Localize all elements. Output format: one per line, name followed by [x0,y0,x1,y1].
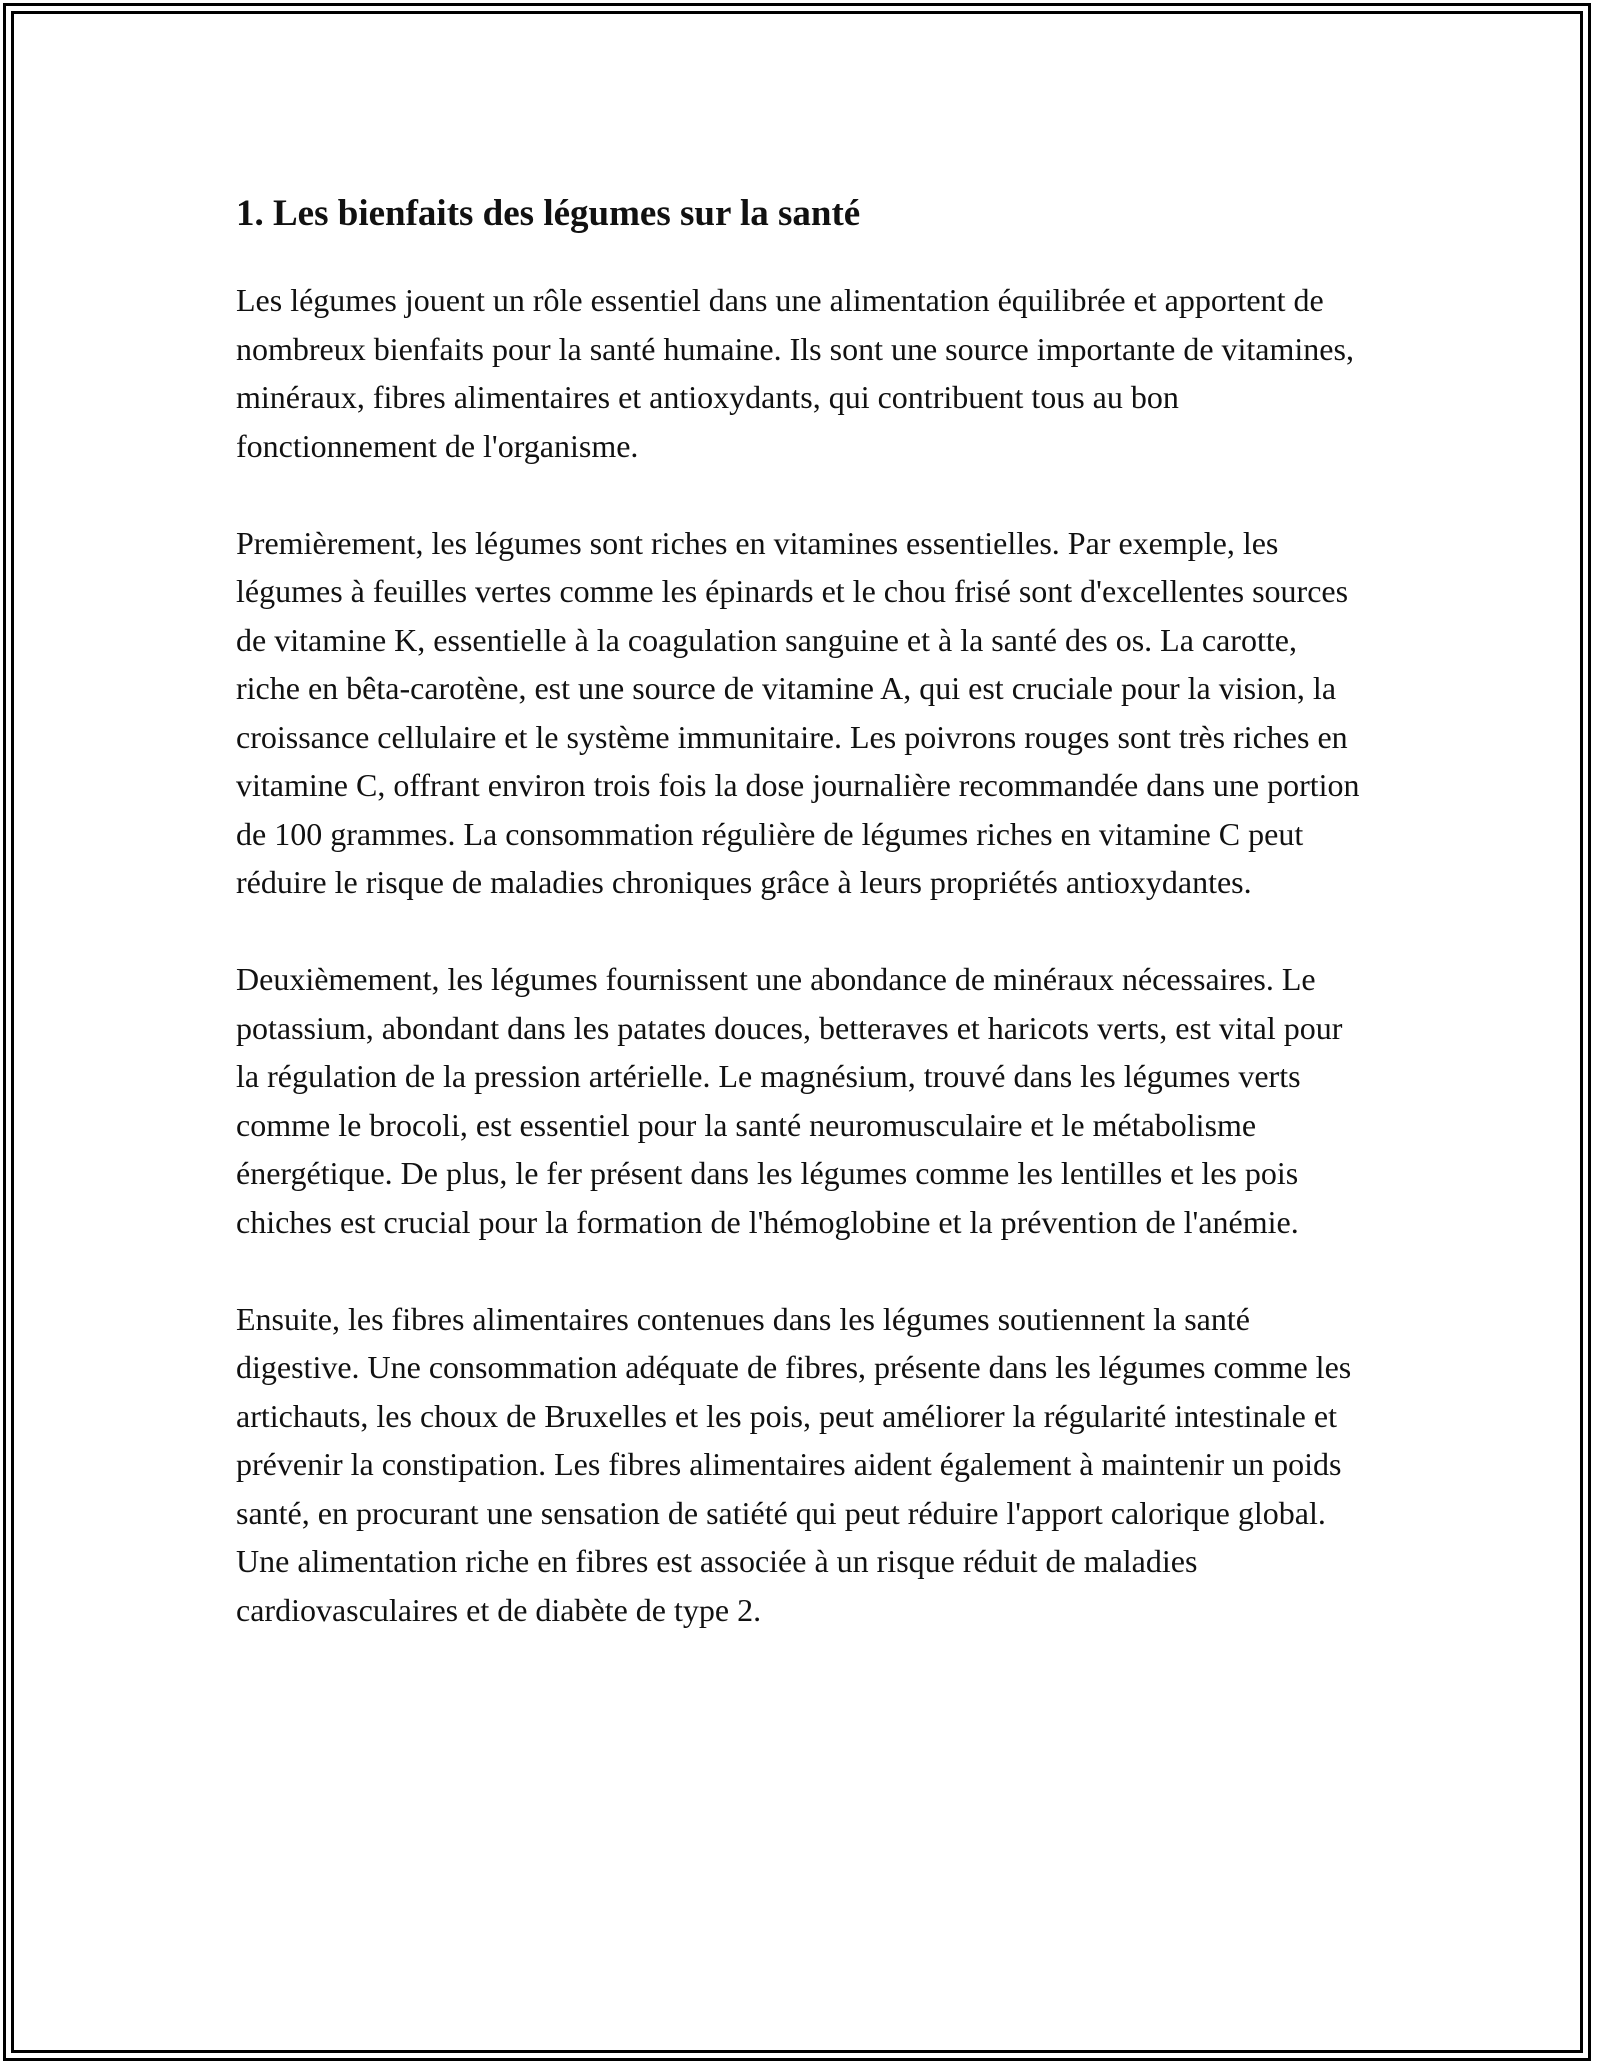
section-heading: 1. Les bienfaits des légumes sur la santé [236,193,861,234]
paragraph-vitamins: Premièrement, les légumes sont riches en vitamines essentielles. Par exemple, les légumes à feuilles vertes comme les épinards et le chou frisé sont d'excellentes sources de vitamine K, essentielle à la coagulation sanguine et à la santé des os. La carotte, riche en bêta-carotène, est une source de vitamine A, qui est cruciale pour la vision, la croissance cellulaire et le système immunitaire. Les poivrons rouges sont très riches en vitamine C, offrant environ trois fois la dose journalière recommandée dans une portion de 100 grammes. La consommation régulière de légumes riches en vitamine C peut réduire le risque de maladies chroniques grâce à leurs propriétés antioxydantes. [236,524,1360,900]
document-body [236,188,1366,1683]
paragraph-introduction: Les légumes jouent un rôle essentiel dans une alimentation équilibrée et apportent de nombreux bienfaits pour la santé humaine. Ils sont une source importante de vitamines, minéraux, fibres alimentaires et antioxydants, qui contribuent tous au bon fonctionnement de l'organisme. [236,282,1354,464]
paragraph-fibers: Ensuite, les fibres alimentaires contenues dans les légumes soutiennent la santé digestive. Une consommation adéquate de fibres, présente dans les légumes comme les artichauts, les choux de Bruxelles et les pois, peut améliorer la régularité intestinale et prévenir la constipation. Les fibres alimentaires aident également à maintenir un poids santé, en procurant une sensation de satiété qui peut réduire l'apport calorique global. Une alimentation riche en fibres est associée à un risque réduit de maladies cardiovasculaires et de diabète de type 2. [236,1300,1352,1628]
paragraph-minerals: Deuxièmement, les légumes fournissent une abondance de minéraux nécessaires. Le potassium, abondant dans les patates douces, betteraves et haricots verts, est vital pour la régulation de la pression artérielle. Le magnésium, trouvé dans les légumes verts comme le brocoli, est essentiel pour la santé neuromusculaire et le métabolisme énergétique. De plus, le fer présent dans les légumes comme les lentilles et les pois chiches est crucial pour la formation de l'hémoglobine et la prévention de l'anémie. [236,961,1343,1240]
